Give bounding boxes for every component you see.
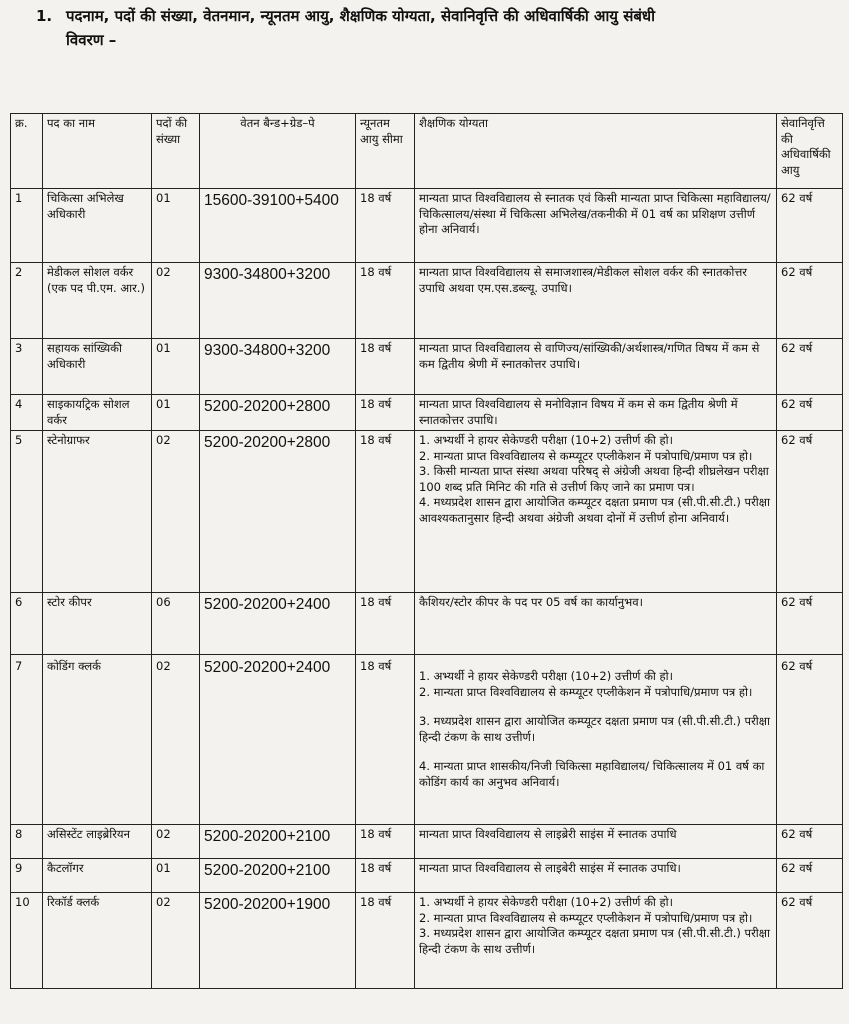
cell-age: 18 वर्ष bbox=[356, 263, 415, 339]
cell-qualification bbox=[415, 825, 777, 859]
cell-post: असिस्टेंट लाइब्रेरियन bbox=[43, 825, 152, 859]
cell-retirement: 62 वर्ष bbox=[777, 431, 843, 593]
cell-retirement: 62 वर्ष bbox=[777, 593, 843, 655]
cell-post: रिकॉर्ड क्लर्क bbox=[43, 893, 152, 989]
cell-qualification bbox=[415, 395, 777, 431]
qualification-line: 4. मध्यप्रदेश शासन द्वारा आयोजित कम्प्यूटर दक्षता प्रमाण पत्र (सी.पी.सी.टी.) परीक्षा आवश्यकतानुसार हिन्दी अथवा अंग्रेजी अथवा दोनों में उत्तीर्ण होना अनिवार्य। bbox=[419, 495, 770, 525]
cell-retirement: 62 वर्ष bbox=[777, 859, 843, 893]
posts-table bbox=[10, 113, 843, 989]
table-row bbox=[11, 339, 843, 395]
cell-count: 02 bbox=[152, 655, 200, 825]
section-heading bbox=[36, 4, 816, 52]
table-body bbox=[11, 189, 843, 989]
cell-count: 01 bbox=[152, 395, 200, 431]
cell-count: 02 bbox=[152, 431, 200, 593]
qualification-line: 2. मान्यता प्राप्त विश्वविद्यालय से कम्प्यूटर एप्लीकेशन में पत्रोपाधि/प्रमाण पत्र हो। bbox=[419, 684, 753, 699]
qualification-line: 3. किसी मान्यता प्राप्त संस्था अथवा परिषद् से अंग्रेजी अथवा हिन्दी शीघ्रलेखन परीक्षा 100 शब्द प्रति मिनिट की गति से उत्तीर्ण किए जाने का प्रमाण पत्र। bbox=[419, 464, 769, 494]
cell-post: कैटलॉगर bbox=[43, 859, 152, 893]
qualification-line: मान्यता प्राप्त विश्वविद्यालय से लाइबेरी साइंस में स्नातक उपाधि। bbox=[419, 861, 681, 875]
qualification-line: 1. अभ्यर्थी ने हायर सेकेण्डरी परीक्षा (10+2) उत्तीर्ण की हो। bbox=[419, 895, 673, 909]
cell-retirement: 62 वर्ष bbox=[777, 395, 843, 431]
cell-post: चिकित्सा अभिलेख अधिकारी bbox=[43, 189, 152, 263]
cell-count: 02 bbox=[152, 263, 200, 339]
table-row bbox=[11, 189, 843, 263]
cell-sno: 4 bbox=[11, 395, 43, 431]
qualification-line: मान्यता प्राप्त विश्वविद्यालय से समाजशास्त्र/मेडीकल सोशल वर्कर की स्नातकोत्तर उपाधि अथवा एम.एस.डब्ल्यू. उपाधि। bbox=[419, 265, 747, 295]
cell-post: स्टेनोग्राफर bbox=[43, 431, 152, 593]
header-post: पद का नाम bbox=[43, 114, 152, 189]
cell-qualification bbox=[415, 655, 777, 825]
cell-sno: 7 bbox=[11, 655, 43, 825]
heading-line-1 bbox=[36, 4, 816, 28]
cell-pay: 5200-20200+2800 bbox=[200, 431, 356, 593]
cell-age: 18 वर्ष bbox=[356, 655, 415, 825]
cell-sno: 10 bbox=[11, 893, 43, 989]
cell-sno: 5 bbox=[11, 431, 43, 593]
header-sno: क्र. bbox=[11, 114, 43, 189]
cell-sno: 1 bbox=[11, 189, 43, 263]
cell-count: 02 bbox=[152, 893, 200, 989]
qualification-line: 3. मध्यप्रदेश शासन द्वारा आयोजित कम्प्यूटर दक्षता प्रमाण पत्र (सी.पी.सी.टी.) परीक्षा हिन्दी टंकण के साथ उत्तीर्ण। bbox=[419, 926, 770, 956]
qualification-line: कैशियर/स्टोर कीपर के पद पर 05 वर्ष का कार्यानुभव। bbox=[419, 595, 643, 609]
cell-count: 01 bbox=[152, 859, 200, 893]
cell-age: 18 वर्ष bbox=[356, 825, 415, 859]
cell-pay: 5200-20200+2400 bbox=[200, 655, 356, 825]
cell-sno: 6 bbox=[11, 593, 43, 655]
cell-pay: 5200-20200+2800 bbox=[200, 395, 356, 431]
cell-post: कोडिंग क्लर्क bbox=[43, 655, 152, 825]
heading-number: 1. bbox=[36, 7, 53, 25]
cell-post: साइकायट्रिक सोशल वर्कर bbox=[43, 395, 152, 431]
header-qualification: शैक्षणिक योग्यता bbox=[415, 114, 777, 189]
cell-pay: 5200-20200+2400 bbox=[200, 593, 356, 655]
table-row bbox=[11, 395, 843, 431]
cell-qualification bbox=[415, 893, 777, 989]
cell-sno: 3 bbox=[11, 339, 43, 395]
cell-count: 06 bbox=[152, 593, 200, 655]
qualification-line: 4. मान्यता प्राप्त शासकीय/निजी चिकित्सा महाविद्यालय/ चिकित्सालय में 01 वर्ष का कोडिंग कार्य का अनुभव अनिवार्य। bbox=[419, 759, 765, 789]
table-row bbox=[11, 263, 843, 339]
cell-retirement: 62 वर्ष bbox=[777, 893, 843, 989]
cell-age: 18 वर्ष bbox=[356, 893, 415, 989]
qualification-line: मान्यता प्राप्त विश्वविद्यालय से लाइब्रेरी साइंस में स्नातक उपाधि bbox=[419, 827, 677, 841]
cell-age: 18 वर्ष bbox=[356, 431, 415, 593]
cell-qualification bbox=[415, 189, 777, 263]
header-count: पदों की संख्या bbox=[152, 114, 200, 189]
cell-qualification bbox=[415, 859, 777, 893]
cell-pay: 9300-34800+3200 bbox=[200, 263, 356, 339]
cell-pay: 15600-39100+5400 bbox=[200, 189, 356, 263]
cell-qualification bbox=[415, 593, 777, 655]
cell-count: 01 bbox=[152, 339, 200, 395]
cell-age: 18 वर्ष bbox=[356, 189, 415, 263]
table-row bbox=[11, 893, 843, 989]
cell-sno: 8 bbox=[11, 825, 43, 859]
table-row bbox=[11, 859, 843, 893]
cell-pay: 5200-20200+2100 bbox=[200, 825, 356, 859]
header-pay: वेतन बैन्ड+ग्रेड–पे bbox=[200, 114, 356, 189]
heading-line-2: विवरण – bbox=[66, 31, 117, 49]
header-retirement: सेवानिवृत्ति की अधिवार्षिकी आयु bbox=[777, 114, 843, 189]
table-header-row bbox=[11, 114, 843, 189]
cell-age: 18 वर्ष bbox=[356, 859, 415, 893]
table-row bbox=[11, 825, 843, 859]
qualification-line: 1. अभ्यर्थी ने हायर सेकेण्डरी परीक्षा (10+2) उत्तीर्ण की हो। bbox=[419, 433, 673, 447]
cell-pay: 5200-20200+2100 bbox=[200, 859, 356, 893]
cell-age: 18 वर्ष bbox=[356, 593, 415, 655]
cell-sno: 9 bbox=[11, 859, 43, 893]
table-row bbox=[11, 431, 843, 593]
cell-pay: 9300-34800+3200 bbox=[200, 339, 356, 395]
qualification-line: 1. अभ्यर्थी ने हायर सेकेण्डरी परीक्षा (10+2) उत्तीर्ण की हो। bbox=[419, 669, 673, 683]
cell-retirement: 62 वर्ष bbox=[777, 263, 843, 339]
cell-retirement: 62 वर्ष bbox=[777, 339, 843, 395]
qualification-line: 2. मान्यता प्राप्त विश्वविद्यालय से कम्प्यूटर एप्लीकेशन में पत्रोपाधि/प्रमाण पत्र हो। bbox=[419, 448, 753, 463]
cell-qualification bbox=[415, 431, 777, 593]
table-row bbox=[11, 593, 843, 655]
cell-age: 18 वर्ष bbox=[356, 339, 415, 395]
cell-post: मेडीकल सोशल वर्कर (एक पद पी.एम. आर.) bbox=[43, 263, 152, 339]
cell-count: 01 bbox=[152, 189, 200, 263]
cell-retirement: 62 वर्ष bbox=[777, 655, 843, 825]
qualification-line: 2. मान्यता प्राप्त विश्वविद्यालय से कम्प्यूटर एप्लीकेशन में पत्रोपाधि/प्रमाण पत्र हो। bbox=[419, 910, 753, 925]
heading-text: पदनाम, पदों की संख्या, वेतनमान, न्यूनतम आयु, शैक्षणिक योग्यता, सेवानिवृत्ति की अधिवार्षिकी आयु संबंधी bbox=[66, 7, 656, 25]
cell-age: 18 वर्ष bbox=[356, 395, 415, 431]
cell-pay: 5200-20200+1900 bbox=[200, 893, 356, 989]
qualification-line: मान्यता प्राप्त विश्वविद्यालय से मनोविज्ञान विषय में कम से कम द्वितीय श्रेणी में स्नातकोत्तर उपाधि। bbox=[419, 397, 738, 427]
cell-qualification bbox=[415, 263, 777, 339]
cell-post: सहायक सांख्यिकी अधिकारी bbox=[43, 339, 152, 395]
cell-post: स्टोर कीपर bbox=[43, 593, 152, 655]
qualification-line: मान्यता प्राप्त विश्वविद्यालय से स्नातक एवं किसी मान्यता प्राप्त चिकित्सा महाविद्यालय/चिकित्सालय/संस्था में चिकित्सा अभिलेख/तकनीकी में 01 वर्ष का प्रशिक्षण उत्तीर्ण होना अनिवार्य। bbox=[419, 191, 771, 236]
cell-retirement: 62 वर्ष bbox=[777, 189, 843, 263]
qualification-line: 3. मध्यप्रदेश शासन द्वारा आयोजित कम्प्यूटर दक्षता प्रमाण पत्र (सी.पी.सी.टी.) परीक्षा हिन्दी टंकण के साथ उत्तीर्ण। bbox=[419, 714, 770, 744]
cell-retirement: 62 वर्ष bbox=[777, 825, 843, 859]
table-row bbox=[11, 655, 843, 825]
cell-qualification bbox=[415, 339, 777, 395]
qualification-line: मान्यता प्राप्त विश्वविद्यालय से वाणिज्य/सांख्यिकी/अर्थशास्त्र/गणित विषय में कम से कम द्वितीय श्रेणी में स्नातकोत्तर उपाधि। bbox=[419, 341, 760, 371]
cell-count: 02 bbox=[152, 825, 200, 859]
header-age: न्यूनतम आयु सीमा bbox=[356, 114, 415, 189]
cell-sno: 2 bbox=[11, 263, 43, 339]
